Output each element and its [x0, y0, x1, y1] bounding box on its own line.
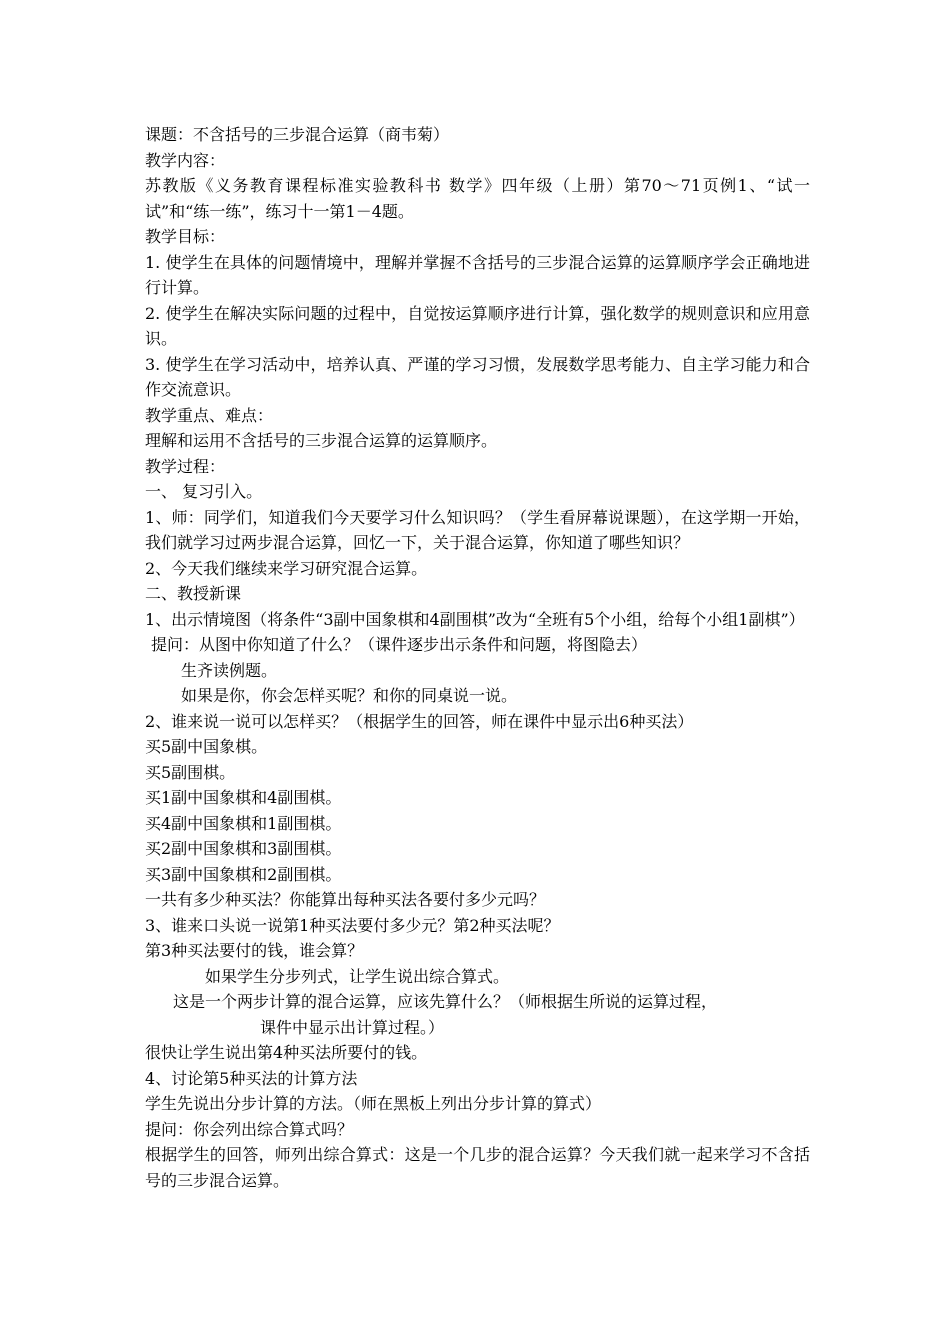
lesson-step-3d: 这是一个两步计算的混合运算，应该先算什么？（师根据生所说的运算过程，: [173, 992, 718, 1011]
lesson-if-you: 如果是你，你会怎样买呢？和你的同桌说一说。: [181, 686, 518, 705]
lesson-step-3: 3、谁来口头说一说第1种买法要付多少元？第2种买法呢？: [145, 915, 560, 935]
goals-heading: 教学目标：: [145, 227, 226, 246]
buy-option-6: 买3副中国象棋和2副围棋。: [145, 864, 342, 884]
lesson-total-question: 一共有多少种买法？你能算出每种买法各要付多少元吗？: [145, 890, 546, 909]
content-text: 苏教版《义务教育课程标准实验教科书 数学》四年级（上册）第70～71页例1、“试一试”和“练一练”，练习十一第1－4题。: [145, 176, 810, 221]
key-heading: 教学重点、难点：: [145, 405, 274, 425]
document-body: [145, 122, 810, 1193]
buy-option-4: 买4副中国象棋和1副围棋。: [145, 813, 342, 833]
goal-3: 3. 使学生在学习活动中，培养认真、严谨的学习习惯，发展数学思考能力、自主学习能力和合作交流意识。: [145, 354, 810, 399]
key-text: 理解和运用不含括号的三步混合运算的运算顺序。: [145, 431, 498, 450]
lesson-step-3c: 如果学生分步列式，让学生说出综合算式。: [205, 966, 510, 986]
goal-1: 1. 使学生在具体的问题情境中，理解并掌握不含括号的三步混合运算的运算顺序学会正确地进行计算。: [145, 252, 810, 297]
buy-option-2: 买5副围棋。: [145, 762, 236, 782]
lesson-step-1: 1、出示情境图（将条件“3副中国象棋和4副围棋”改为“全班有5个小组，给每个小组1副棋”）: [145, 609, 805, 629]
lesson-step-3b: 第3种买法要付的钱，谁会算？: [145, 941, 364, 960]
buy-option-3: 买1副中国象棋和4副围棋。: [145, 788, 342, 807]
lesson-step-4a: 学生先说出分步计算的方法。（师在黑板上列出分步计算的算式）: [145, 1094, 602, 1113]
buy-option-5: 买2副中国象棋和3副围棋。: [145, 839, 342, 858]
section-review: 一、 复习引入。: [145, 482, 263, 501]
lesson-step-3f: 很快让学生说出第4种买法所要付的钱。: [145, 1043, 428, 1062]
lesson-question: 提问：从图中你知道了什么？（课件逐步出示条件和问题，将图隐去）: [151, 635, 648, 654]
lesson-title: 课题：不含括号的三步混合运算（商韦菊）: [145, 125, 450, 144]
review-paragraph-1: 1、师：同学们，知道我们今天要学习什么知识吗？（学生看屏幕说课题），在这学期一开始，我们就学习过两步混合运算，回忆一下，关于混合运算，你知道了哪些知识？: [145, 507, 810, 552]
review-paragraph-2: 2、今天我们继续来学习研究混合运算。: [145, 558, 428, 578]
lesson-step-2: 2、谁来说一说可以怎样买？（根据学生的回答，师在课件中显示出6种买法）: [145, 711, 694, 731]
buy-option-1: 买5副中国象棋。: [145, 737, 268, 756]
lesson-read-aloud: 生齐读例题。: [181, 660, 278, 680]
lesson-step-4c: 根据学生的回答，师列出综合算式：这是一个几步的混合运算？今天我们就一起来学习不含括号的三步混合运算。: [145, 1145, 810, 1190]
content-heading: 教学内容：: [145, 150, 226, 170]
lesson-step-4b: 提问：你会列出综合算式吗？: [145, 1119, 354, 1139]
goal-2: 2. 使学生在解决实际问题的过程中，自觉按运算顺序进行计算，强化数学的规则意识和应用意识。: [145, 303, 810, 348]
lesson-step-4: 4、讨论第5种买法的计算方法: [145, 1068, 358, 1088]
process-heading: 教学过程：: [145, 456, 226, 476]
lesson-step-3e: 课件中显示出计算过程。）: [260, 1017, 445, 1037]
section-new-lesson: 二、教授新课: [145, 584, 242, 603]
